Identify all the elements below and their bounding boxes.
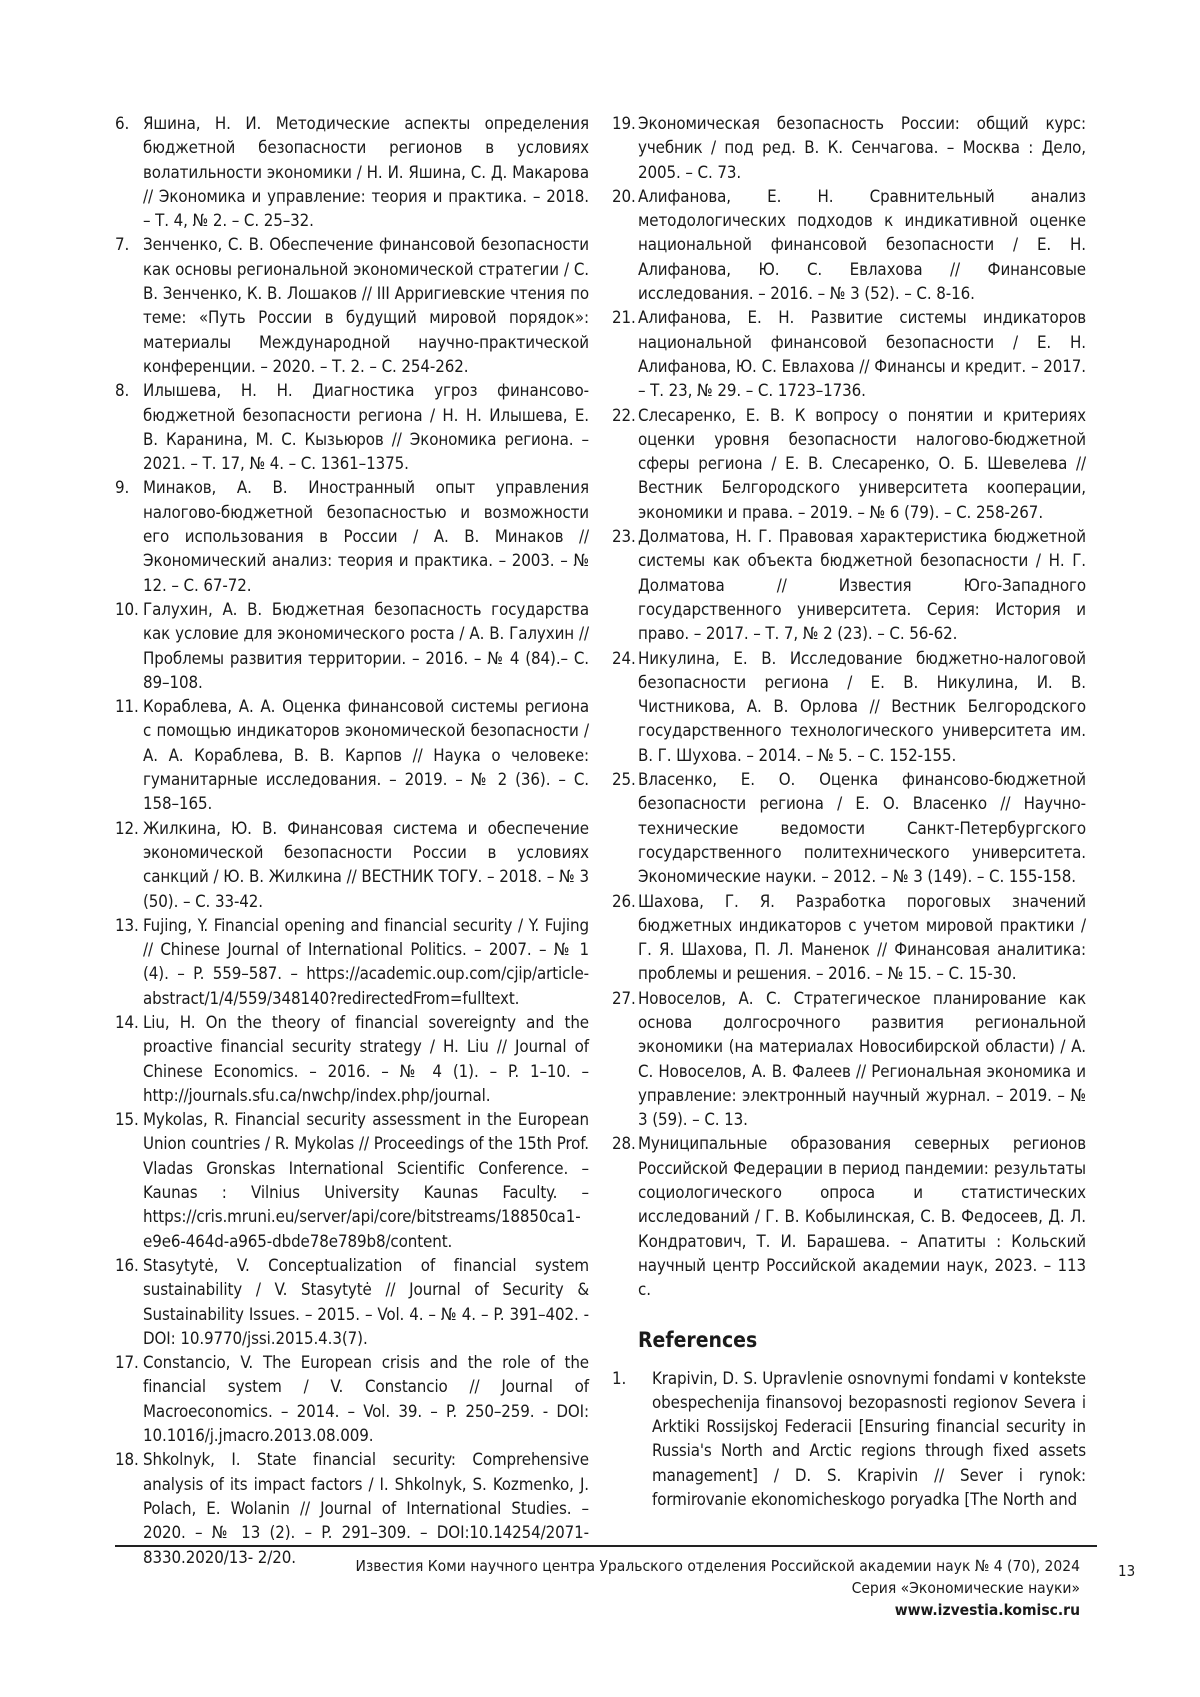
reference-item — [115, 111, 589, 232]
reference-item — [115, 597, 589, 694]
reference-list-en — [612, 1366, 1086, 1512]
reference-text: Жилкина, Ю. В. Финансовая система и обеспечение экономической безопасности России в условиях санкций / Ю. В. Жилкина // ВЕСТНИК ТОГУ. – 2018. – № 3 (50). – С. 33-42. — [143, 818, 589, 911]
reference-number: 26. — [612, 889, 638, 913]
reference-item — [612, 403, 1086, 524]
reference-item — [115, 475, 589, 596]
reference-number: 13. — [115, 913, 141, 937]
reference-number: 1. — [612, 1366, 638, 1390]
reference-item — [612, 184, 1086, 305]
reference-text: Слесаренко, Е. В. К вопросу о понятии и критериях оценки уровня безопасности налогово-бюджетной сферы региона / Е. В. Слесаренко, О. Б. Шевелева // Вестник Белгородского университета кооперации, экономики и права. – 2019. – № 6 (79). – С. 258-267. — [638, 405, 1086, 522]
reference-item — [115, 232, 589, 378]
reference-text: Зенченко, С. В. Обеспечение финансовой безопасности как основы региональной экономической стратегии / С. В. Зенченко, К. В. Лошаков // III Арригиевские чтения по теме: «Путь России в будущий мировой порядок»: материалы Международной научно-практической конференции. – 2020. – Т. 2. – С. 254-262. — [143, 234, 589, 375]
reference-item — [612, 524, 1086, 645]
reference-text: Constancio, V. The European crisis and the role of the financial system / V. Constancio // Journal of Macroeconomics. – 2014. – Vol. 39. – P. 250–259. - DOI: 10.1016/j.jmacro.2013.08.009. — [143, 1352, 589, 1445]
reference-number: 8. — [115, 378, 141, 402]
reference-text: Власенко, Е. О. Оценка финансово-бюджетной безопасности региона / Е. О. Власенко // Научно-технические ведомости Санкт-Петербургского государственного политехнического университета. Экономические науки. – 2012. – № 3 (149). – С. 155-158. — [638, 769, 1086, 886]
reference-text: Krapivin, D. S. Upravlenie osnovnymi fondami v kontekste obespechenija finansovoj bezopasnosti regionov Severa i Arktiki Rossijskoj Federacii [Ensuring financial security in Russia's North and Arctic regions through fixed assets management] / D. S. Krapivin // Sever i rynok: formirovanie ekonomicheskogo poryadka [The North and — [652, 1368, 1086, 1509]
right-column — [612, 111, 1086, 1511]
reference-item — [115, 1010, 589, 1107]
reference-text: Алифанова, Е. Н. Развитие системы индикаторов национальной финансовой безопасности / Е. Н. Алифанова, Ю. С. Евлахова // Финансы и кредит. – 2017. – Т. 23, № 29. – С. 1723–1736. — [638, 307, 1086, 400]
reference-list-ru-2 — [612, 111, 1086, 1302]
reference-text: Долматова, Н. Г. Правовая характеристика бюджетной системы как объекта бюджетной безопасности / Н. Г. Долматова // Известия Юго-Западного государственного университета. Серия: История и право. – 2017. – Т. 7, № 2 (23). – С. 56-62. — [638, 526, 1086, 643]
reference-number: 18. — [115, 1447, 141, 1471]
reference-text: Минаков, А. В. Иностранный опыт управления налогово-бюджетной безопасностью и возможности его использования в России / А. В. Минаков // Экономический анализ: теория и практика. – 2003. – № 12. – С. 67-72. — [143, 477, 589, 594]
reference-number: 6. — [115, 111, 141, 135]
reference-number: 16. — [115, 1253, 141, 1277]
reference-number: 14. — [115, 1010, 141, 1034]
reference-item — [115, 1350, 589, 1447]
reference-item — [612, 646, 1086, 767]
reference-item — [612, 1366, 1086, 1512]
reference-number: 27. — [612, 986, 638, 1010]
reference-number: 11. — [115, 694, 141, 718]
reference-number: 24. — [612, 646, 638, 670]
left-column — [115, 111, 589, 1569]
reference-item — [115, 816, 589, 913]
reference-number: 9. — [115, 475, 141, 499]
reference-number: 22. — [612, 403, 638, 427]
reference-number: 17. — [115, 1350, 141, 1374]
reference-number: 15. — [115, 1107, 141, 1131]
reference-text: Яшина, Н. И. Методические аспекты определения бюджетной безопасности регионов в условиях волатильности экономики / Н. И. Яшина, С. Д. Макарова // Экономика и управление: теория и практика. – 2018. – Т. 4, № 2. – С. 25–32. — [143, 113, 589, 230]
reference-item — [115, 1253, 589, 1350]
references-heading: References — [638, 1328, 1086, 1352]
reference-text: Алифанова, Е. Н. Сравнительный анализ методологических подходов к индикативной оценке национальной финансовой безопасности / Е. Н. Алифанова, Ю. С. Евлахова // Финансовые исследования. – 2016. – № 3 (52). – С. 8-16. — [638, 186, 1086, 303]
reference-number: 25. — [612, 767, 638, 791]
reference-text: Mykolas, R. Financial security assessment in the European Union countries / R. Mykolas // Proceedings of the 15th Prof. Vladas Gronskas International Scientific Conference. – Kaunas : Vilnius University Kaunas Faculty. – https://cris.mruni.eu/server/api/core/bitstreams/18850ca1-e9e6-464d-a965-dbde78e789b8/content. — [143, 1109, 589, 1250]
reference-item — [115, 378, 589, 475]
reference-text: Экономическая безопасность России: общий курс: учебник / под ред. В. К. Сенчагова. – Москва : Дело, 2005. – С. 73. — [638, 113, 1086, 182]
reference-number: 7. — [115, 232, 141, 256]
reference-number: 23. — [612, 524, 638, 548]
reference-item — [115, 694, 589, 815]
reference-item — [115, 1447, 589, 1568]
reference-text: Новоселов, А. С. Стратегическое планирование как основа долгосрочного развития региональной экономики (на материалах Новосибирской области) / А. С. Новоселов, А. В. Фалеев // Региональная экономика и управление: электронный научный журнал. – 2019. – № 3 (59). – С. 13. — [638, 988, 1086, 1129]
reference-text: Никулина, Е. В. Исследование бюджетно-налоговой безопасности региона / Е. В. Никулина, И. В. Чистникова, А. В. Орлова // Вестник Белгородского государственного технологического университета им. В. Г. Шухова. – 2014. – № 5. – С. 152-155. — [638, 648, 1086, 765]
footer-series: Серия «Экономические науки» — [355, 1577, 1080, 1599]
reference-item — [612, 111, 1086, 184]
reference-item — [612, 767, 1086, 888]
reference-item — [115, 1107, 589, 1253]
reference-text: Илышева, Н. Н. Диагностика угроз финансово-бюджетной безопасности региона / Н. Н. Илышева, Е. В. Каранина, М. С. Кызьюров // Экономика региона. – 2021. – Т. 17, № 4. – С. 1361–1375. — [143, 380, 589, 473]
page-number: 13 — [1118, 1562, 1135, 1580]
reference-list-ru-1 — [115, 111, 589, 1569]
reference-number: 28. — [612, 1131, 638, 1155]
reference-number: 10. — [115, 597, 141, 621]
reference-text: Stasytytė, V. Conceptualization of financial system sustainability / V. Stasytytė // Journal of Security & Sustainability Issues. – 2015. – Vol. 4. – № 4. – P. 391–402. - DOI: 10.9770/jssi.2015.4.3(7). — [143, 1255, 589, 1348]
footer-journal: Известия Коми научного центра Уральского отделения Российской академии наук № 4 (70), 2024 — [355, 1555, 1080, 1577]
footer-url[interactable]: www.izvestia.komisc.ru — [355, 1599, 1080, 1621]
reference-item — [612, 1131, 1086, 1301]
reference-text: Галухин, А. В. Бюджетная безопасность государства как условие для экономического роста / А. В. Галухин // Проблемы развития территории. – 2016. – № 4 (84).– С. 89–108. — [143, 599, 589, 692]
reference-text: Fujing, Y. Financial opening and financial security / Y. Fujing // Chinese Journal of International Politics. – 2007. – № 1 (4). – P. 559–587. – https://academic.oup.com/cjip/article-abstract/1/4/559/348140?redirectedFrom=fulltext. — [143, 915, 589, 1008]
reference-item — [612, 889, 1086, 986]
reference-item — [612, 986, 1086, 1132]
reference-item — [612, 305, 1086, 402]
reference-number: 20. — [612, 184, 638, 208]
reference-text: Shkolnyk, I. State financial security: Comprehensive analysis of its impact factors / I. Shkolnyk, S. Kozmenko, J. Polach, E. Wolanin // Journal of International Studies. – 2020. – № 13 (2). – P. 291–309. – DOI:10.14254/2071-8330.2020/13- 2/20. — [143, 1449, 589, 1566]
reference-number: 21. — [612, 305, 638, 329]
reference-number: 19. — [612, 111, 638, 135]
reference-text: Шахова, Г. Я. Разработка пороговых значений бюджетных индикаторов с учетом мировой практики / Г. Я. Шахова, П. Л. Маненок // Финансовая аналитика: проблемы и решения. – 2016. – № 15. – С. 15-30. — [638, 891, 1086, 984]
footer-divider — [115, 1545, 1097, 1547]
reference-text: Муниципальные образования северных регионов Российской Федерации в период пандемии: результаты социологического опроса и статистических исследований / Г. В. Кобылинская, С. В. Федосеев, Д. Л. Кондратович, Т. И. Барашева. – Апатиты : Кольский научный центр Российской академии наук, 2023. – 113 с. — [638, 1133, 1086, 1299]
reference-text: Liu, H. On the theory of financial sovereignty and the proactive financial security strategy / H. Liu // Journal of Chinese Economics. – 2016. – № 4 (1). – P. 1–10. – http://journals.sfu.ca/nwchp/index.php/journal. — [143, 1012, 589, 1105]
page-footer — [355, 1555, 1080, 1621]
reference-item — [115, 913, 589, 1010]
reference-text: Кораблева, А. А. Оценка финансовой системы региона с помощью индикаторов экономической безопасности / А. А. Кораблева, В. В. Карпов // Наука о человеке: гуманитарные исследования. – 2019. – № 2 (36). – С. 158–165. — [143, 696, 589, 813]
reference-number: 12. — [115, 816, 141, 840]
